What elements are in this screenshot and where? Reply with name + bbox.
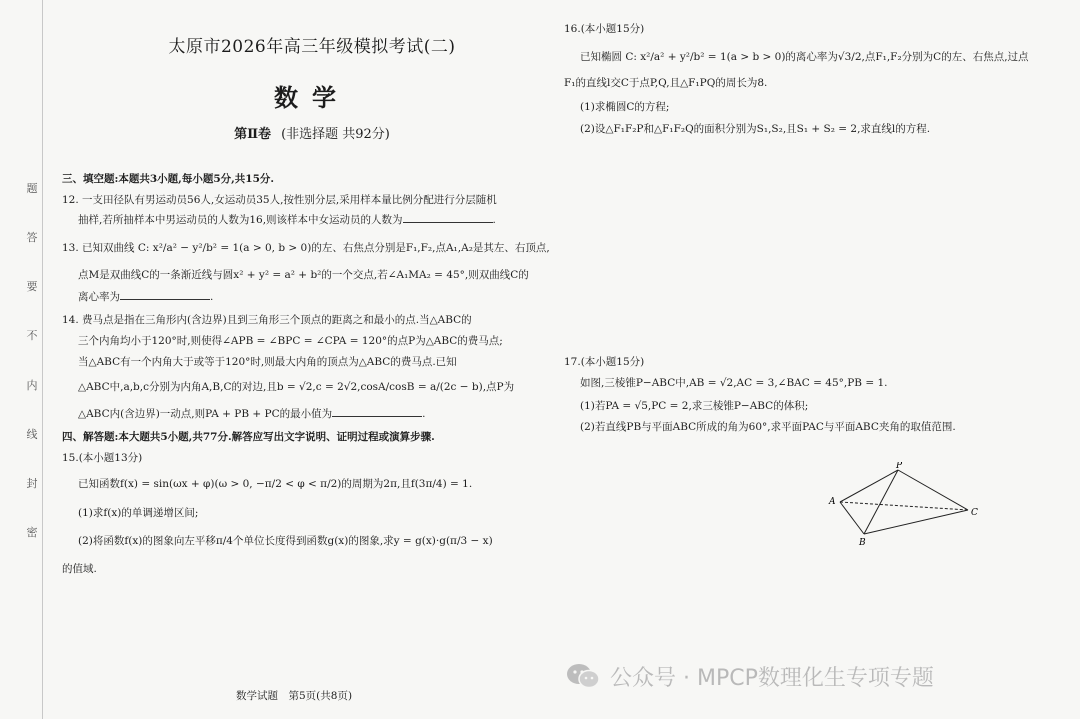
question-14-text: △ABC内(含边界)一动点,则PA + PB + PC的最小值为: [78, 408, 333, 420]
question-13-line-2: 点M是双曲线C的一条渐近线与圆x² + y² = a² + b²的一个交点,若∠A₁MA₂ = 45°,则双曲线C的: [78, 269, 529, 281]
edge-bc: [864, 510, 968, 534]
question-13-text: 离心率为: [78, 291, 120, 303]
question-14-line-4: △ABC中,a,b,c分别为内角A,B,C的对边,且b = √2,c = 2√2,cosA/cosB = a/(2c − b),点P为: [78, 381, 515, 393]
edge-ac-hidden: [840, 502, 968, 510]
answer-blank-14[interactable]: [332, 407, 422, 417]
right-column: [564, 20, 1064, 710]
edge-pc: [898, 470, 968, 510]
binding-char: 不: [26, 329, 38, 343]
question-16-heading: 16.(本小题15分): [564, 23, 645, 35]
question-15-part-2-end: 的值域.: [62, 563, 97, 575]
watermark-text: 公众号 · MPCP数理化生专项专题: [610, 665, 934, 691]
subject-title: 数学: [274, 83, 350, 112]
question-14-line-2: 三个内角均小于120°时,则使得∠APB = ∠BPC = ∠CPA = 120°的点P为△ABC的费马点;: [78, 335, 503, 347]
binding-char: 答: [26, 231, 38, 245]
question-17-part-1: (1)若PA = √5,PC = 2,求三棱锥P−ABC的体积;: [580, 400, 809, 412]
question-15-stem: 已知函数f(x) = sin(ωx + φ)(ω > 0, −π/2 < φ < π/2)的周期为2π,且f(3π/4) = 1.: [78, 478, 473, 490]
binding-margin-text: [22, 180, 42, 540]
vertex-label-p: P: [896, 462, 903, 471]
exam-title: 太原市2026年高三年级模拟考试(二): [168, 37, 456, 57]
binding-char: 封: [26, 476, 38, 490]
question-16-part-1: (1)求椭圆C的方程;: [580, 101, 670, 113]
vertex-label-a: A: [829, 497, 836, 507]
question-17-stem: 如图,三棱锥P−ABC中,AB = √2,AC = 3,∠BAC = 45°,PB = 1.: [580, 377, 888, 389]
question-14-line-1: 14. 费马点是指在三角形内(含边界)且到三角形三个顶点的距离之和最小的点.当△ABC的: [62, 314, 472, 326]
section-heading-fill-in: 三、填空题:本题共3小题,每小题5分,共15分.: [62, 173, 275, 185]
edge-ab: [840, 502, 864, 534]
binding-char: 题: [26, 182, 38, 195]
question-14-line-5: △ABC内(含边界)一动点,则PA + PB + PC的最小值为 .: [78, 408, 426, 420]
wechat-icon: [566, 662, 600, 690]
left-column: [62, 20, 550, 710]
page-footer: 数学试题 第5页(共8页): [236, 690, 353, 702]
volume-heading: [152, 123, 472, 142]
question-17-heading: 17.(本小题15分): [564, 356, 645, 368]
question-14-line-3: 当△ABC有一个内角大于或等于120°时,则最大内角的顶点为△ABC的费马点.已知: [78, 356, 457, 368]
question-13-line-1: 13. 已知双曲线 C: x²/a² − y²/b² = 1(a > 0, b > 0)的左、右焦点分别是F₁,F₂,点A₁,A₂是其左、右顶点,: [62, 242, 550, 254]
question-16-stem-2: F₁的直线l交C于点P,Q,且△F₁PQ的周长为8.: [564, 77, 768, 89]
binding-char: 密: [26, 525, 38, 539]
question-17-part-2: (2)若直线PB与平面ABC所成的角为60°,求平面PAC与平面ABC夹角的取值范围.: [580, 421, 956, 433]
question-16-part-2: (2)设△F₁F₂P和△F₁F₂Q的面积分别为S₁,S₂,且S₁ + S₂ = 2,求直线l的方程.: [580, 123, 931, 135]
answer-blank-12[interactable]: [403, 213, 493, 223]
watermark: [566, 656, 1080, 696]
question-12-line-1: 12. 一支田径队有男运动员56人,女运动员35人,按性别分层,采用样本量比例分配进行分层随机: [62, 194, 497, 206]
question-15-heading: 15.(本小题13分): [62, 452, 143, 464]
volume-label: 第Ⅱ卷: [234, 127, 272, 142]
vertex-label-c: C: [971, 508, 978, 518]
vertex-label-b: B: [859, 538, 866, 548]
question-12-line-2: 抽样,若所抽样本中男运动员的人数为16,则该样本中女运动员的人数为 .: [78, 214, 496, 226]
binding-char: 线: [26, 427, 38, 441]
question-15-part-1: (1)求f(x)的单调递增区间;: [78, 507, 199, 519]
section-heading-solution: 四、解答题:本大题共5小题,共77分.解答应写出文字说明、证明过程或演算步骤.: [62, 431, 435, 443]
volume-note: (非选择题 共92分): [281, 127, 390, 142]
binding-char: 内: [26, 378, 38, 392]
question-13-line-3: 离心率为 .: [78, 291, 214, 303]
question-16-stem-1: 已知椭圆 C: x²/a² + y²/b² = 1(a > b > 0)的离心率为√3/2,点F₁,F₂分别为C的左、右焦点,过点: [580, 51, 1029, 63]
binding-line: [42, 0, 43, 719]
question-12-text: 抽样,若所抽样本中男运动员的人数为16,则该样本中女运动员的人数为: [78, 214, 403, 226]
answer-blank-13[interactable]: [120, 290, 210, 300]
pyramid-figure: [826, 462, 986, 548]
binding-char: 要: [26, 280, 38, 294]
question-15-part-2: (2)将函数f(x)的图象向左平移π/4个单位长度得到函数g(x)的图象,求y = g(x)·g(π/3 − x): [78, 535, 493, 547]
